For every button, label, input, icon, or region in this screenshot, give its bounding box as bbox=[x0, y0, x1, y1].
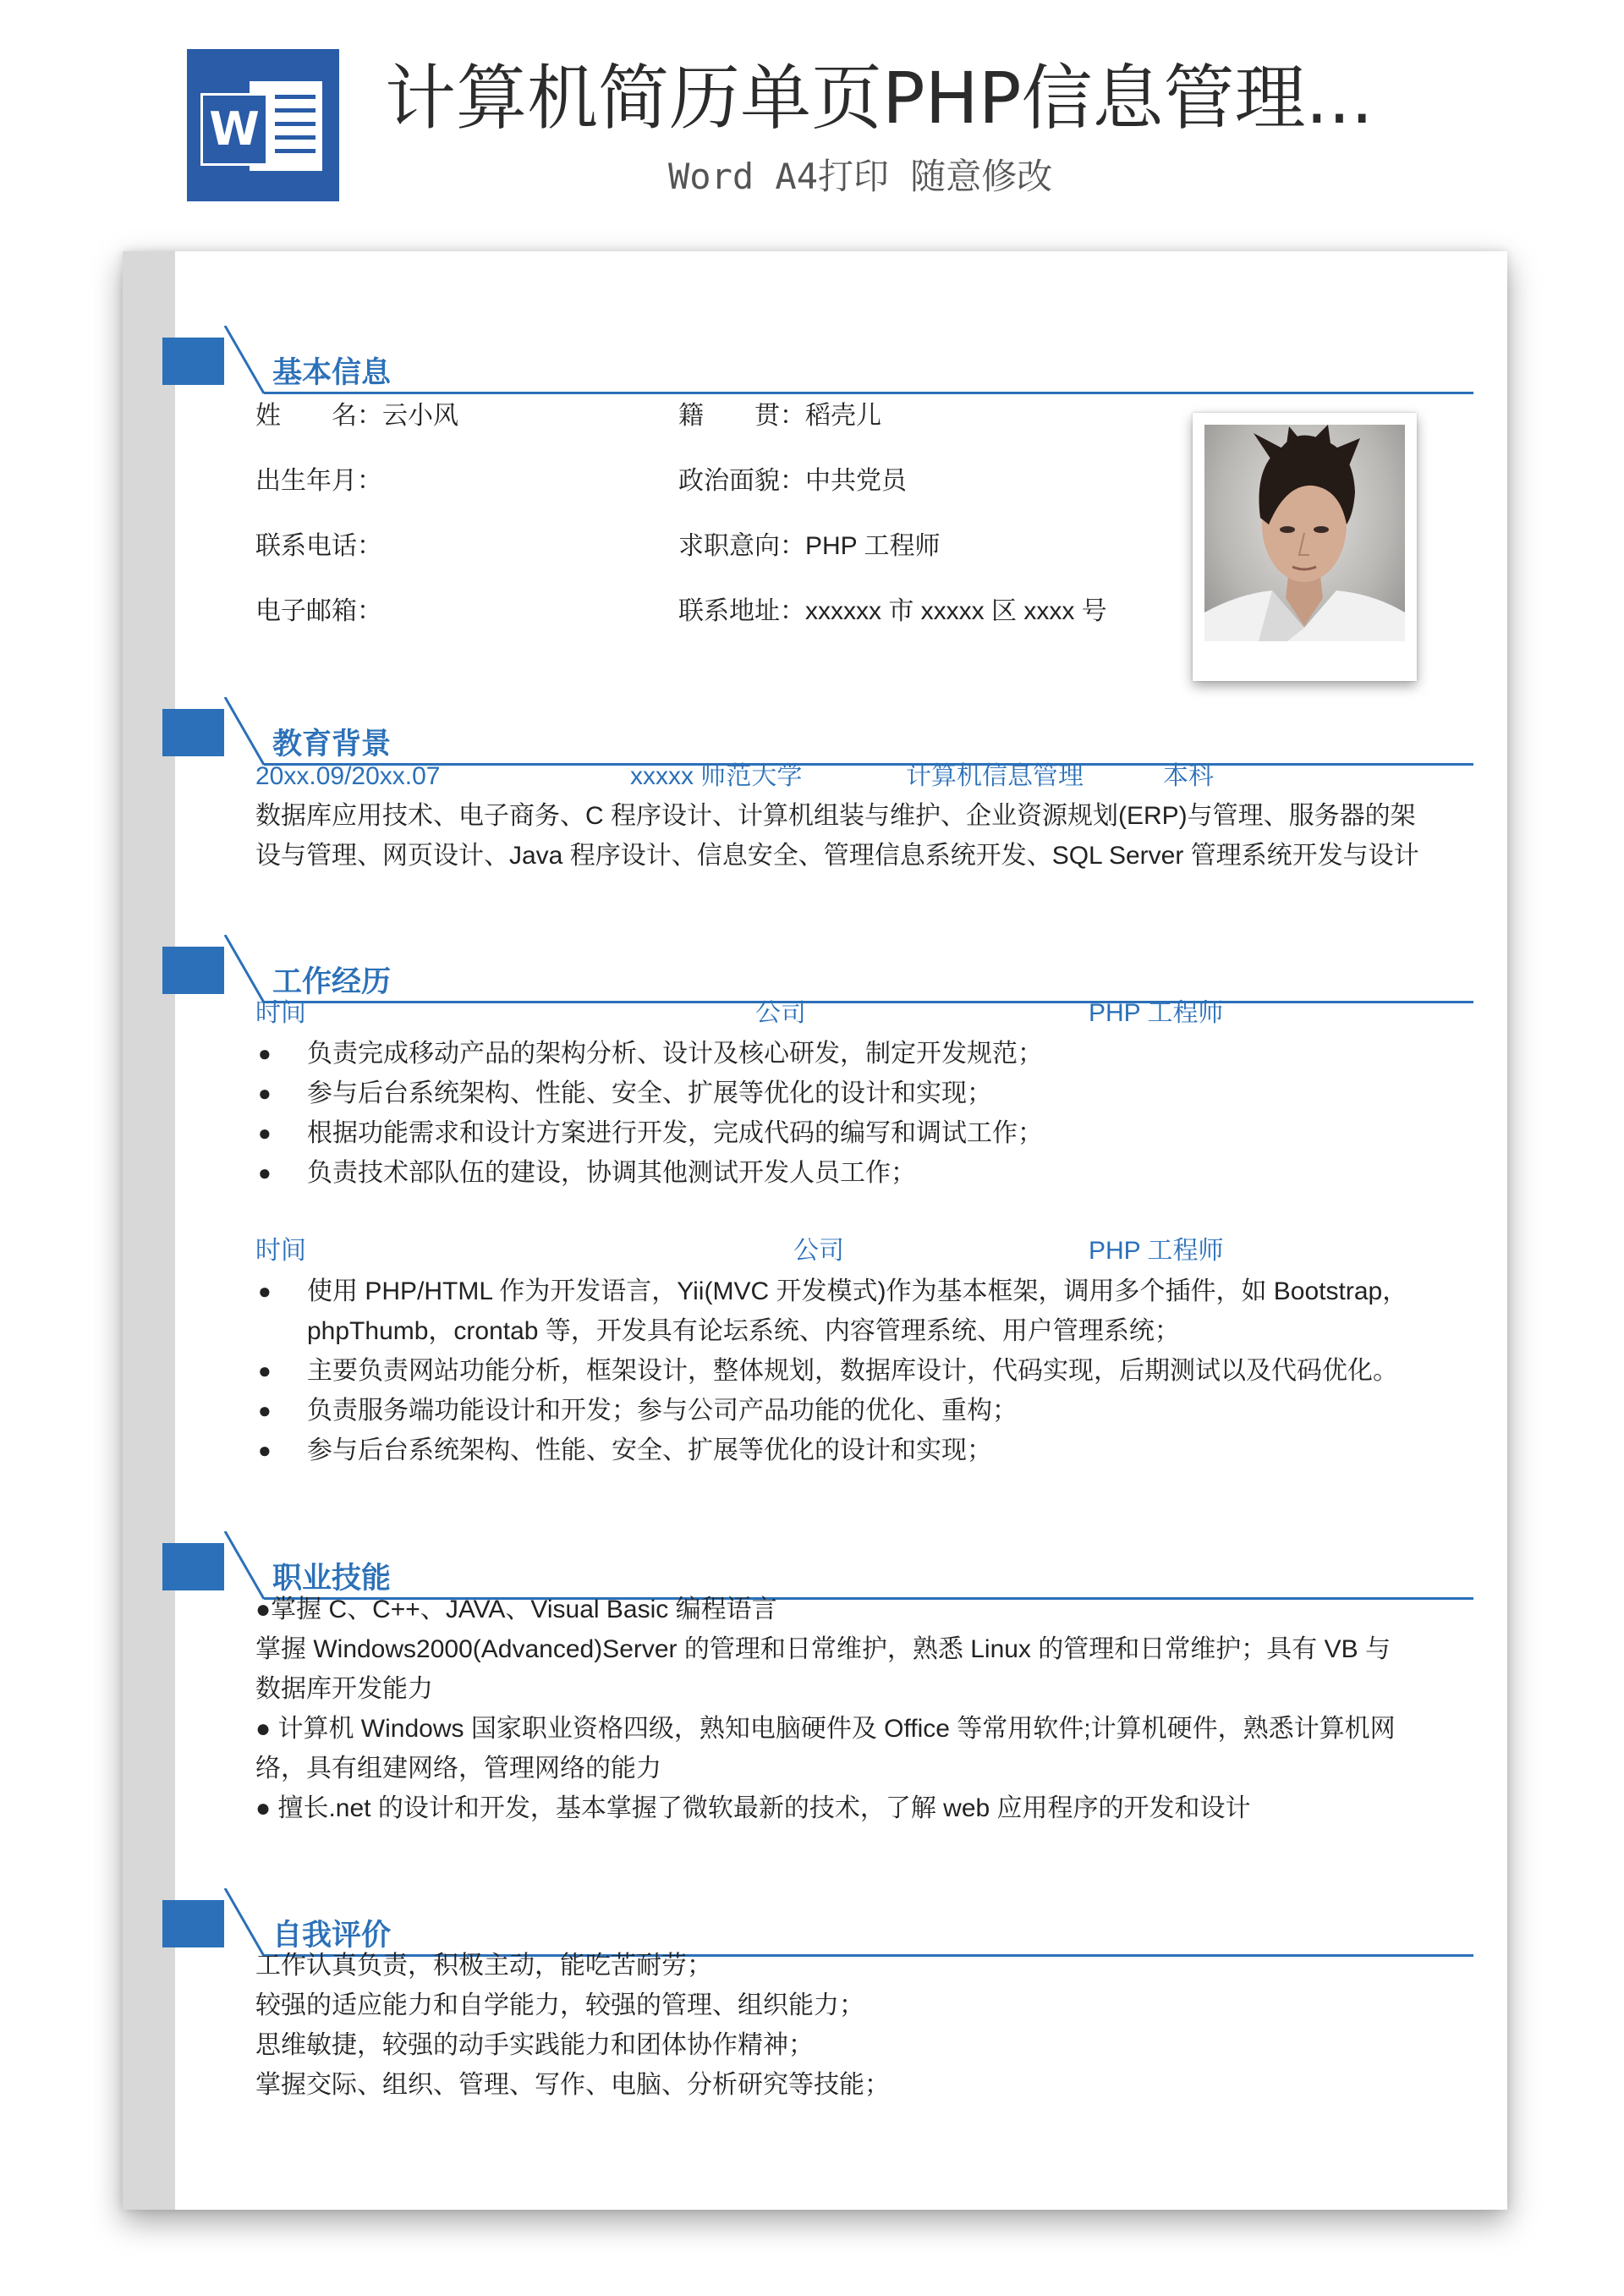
section-header-self bbox=[162, 1888, 1473, 1956]
skills-line: ●掌握 C、C++、JAVA、Visual Basic 编程语言 bbox=[255, 1596, 777, 1623]
skills-line: ● 擅长.net 的设计和开发，基本掌握了微软最新的技术，了解 web 应用程序的开发和设计 bbox=[255, 1794, 1251, 1822]
section-header-basic bbox=[162, 326, 1473, 393]
job-2-role: PHP 工程师 bbox=[1089, 1237, 1224, 1265]
job-1-role: PHP 工程师 bbox=[1089, 999, 1224, 1027]
job-2-time: 时间 bbox=[255, 1237, 306, 1265]
political-field: 政治面貌：中共党员 bbox=[678, 467, 907, 495]
name-field: 姓 名：云小风 bbox=[255, 402, 458, 430]
job-1-time: 时间 bbox=[255, 999, 306, 1027]
self-eval-line: 掌握交际、组织、管理、写作、电脑、分析研究等技能； bbox=[255, 2071, 890, 2099]
section-title-basic: 基本信息 bbox=[272, 356, 392, 389]
education-school: xxxxx 师范大学 bbox=[630, 762, 803, 790]
job-2-company: 公司 bbox=[793, 1237, 844, 1265]
self-eval-line: 较强的适应能力和自学能力，较强的管理、组织能力； bbox=[255, 1991, 864, 2019]
education-courses-line-1: 数据库应用技术、电子商务、C 程序设计、计算机组装与维护、企业资源规划(ERP)与管理、服务器的架 bbox=[255, 802, 1416, 830]
section-header-work bbox=[162, 935, 1473, 1002]
section-header-skills bbox=[162, 1531, 1473, 1599]
profile-photo bbox=[1204, 425, 1405, 641]
section-title-education: 教育背景 bbox=[272, 728, 392, 761]
page-subtitle: Word A4打印 随意修改 bbox=[668, 156, 1053, 197]
self-eval-line: 思维敏捷，较强的动手实践能力和团体协作精神； bbox=[255, 2031, 814, 2059]
section-title-skills: 职业技能 bbox=[272, 1562, 392, 1595]
page-title: 计算机简历单页PHP信息管理... bbox=[385, 57, 1374, 140]
education-date: 20xx.09/20xx.07 bbox=[255, 762, 441, 790]
section-title-self: 自我评价 bbox=[272, 1919, 392, 1952]
photo-frame bbox=[1193, 413, 1417, 681]
word-logo-icon bbox=[187, 49, 339, 201]
phone-field: 联系电话： bbox=[255, 532, 382, 560]
resume-content: 基本信息 姓 名：云小风 籍 贯：稻壳儿 出生年月： 政治面貌：中共党员 联系电话： 求职意向：PHP 工程师 电子邮箱： 联系地址：xxxxxx 市 xxxxx 区 xxxx 号 教育背景 20xx.09/20xx.07 xxxxx 师范大学 计算机信息管理 本科 数据库应用技术、电子商务、C 程序设计、计算机组装与维护、企业资源规划(ERP)与管理、服务器的架 设与管理、网页设计、Java 程序设计、信息安全、管理信息系统开发、SQL Server 管理系统开发与设计 工作经历 时间 公司 PHP 工程师 ● 负责完成移动产品的架构分析、设计及核心研发，制定开发规范； ● 参与后台系统架构、性能、安全、扩展等优化的设计和实现； ● 根据功能需求和设计方案进行开发，完成代码的编写和调试工作； ● 负责技术部队伍的建设，协调其他测试开发人员工作； 时间 公司 PHP 工程师 ● 使用 PHP/HTML 作为开发语言，Yii(MVC 开发模式)作为基本框架，调用多个插件，如 Bootstrap，phpThumb，crontab 等，开发具有论坛系统、内容管理系统、用户管理系统； ● 主要负责网站功能分析，框架设计，整体规划，数据库设计，代码实现，后期测试以及代码优化。 ● 负责服务端功能设计和开发；参与公司产品功能的优化、重构； ● 参与后台系统架构、性能、安全、扩展等优化的设计和实现； 职业技能 ●掌握 C、C++、JAVA、Visual Basic 编程语言 掌握 Windows2000(Advanced)Server 的管理和日常维护，熟悉 Linux 的管理和日常维护；具有 VB 与 数据库开发能力 ● 计算机 Windows 国家职业资格四级，熟知电脑硬件及 Office 等常用软件;计算机硬件，熟悉计算机网 络，具有组建网络，管理网络的能力 ● 擅长.net 的设计和开发，基本掌握了微软最新的技术，了解 web 应用程序的开发和设计 自我评价 工作认真负责，积极主动，能吃苦耐劳； 较强的适应能力和自学能力，较强的管理、组织能力； 思维敏捷，较强的动手实践能力和团体协作精神； 掌握交际、组织、管理、写作、电脑、分析研究等技能； bbox=[123, 251, 1507, 2210]
skills-line: 掌握 Windows2000(Advanced)Server 的管理和日常维护，熟悉 Linux 的管理和日常维护；具有 VB 与 bbox=[255, 1635, 1391, 1663]
intent-field: 求职意向：PHP 工程师 bbox=[678, 532, 941, 560]
job-2-item: ● 使用 PHP/HTML 作为开发语言，Yii(MVC 开发模式)作为基本框架，调用多个插件，如 Bootstrap，phpThumb，crontab 等，开发具有论坛系统、内容管理系统、用户管理系统； bbox=[258, 1277, 1408, 1345]
address-field: 联系地址：xxxxxx 市 xxxxx 区 xxxx 号 bbox=[678, 597, 1107, 625]
education-degree: 本科 bbox=[1163, 762, 1214, 790]
education-major: 计算机信息管理 bbox=[906, 762, 1084, 790]
job-1-company: 公司 bbox=[755, 999, 806, 1027]
skills-line: 数据库开发能力 bbox=[255, 1675, 433, 1703]
section-header-education bbox=[162, 697, 1473, 765]
email-field: 电子邮箱： bbox=[255, 597, 382, 625]
resume-page bbox=[123, 251, 1507, 2210]
skills-line: ● 计算机 Windows 国家职业资格四级，熟知电脑硬件及 Office 等常用软件;计算机硬件，熟悉计算机网 bbox=[255, 1715, 1396, 1743]
word-letter: W bbox=[200, 93, 268, 166]
education-courses-line-2: 设与管理、网页设计、Java 程序设计、信息安全、管理信息系统开发、SQL Server 管理系统开发与设计 bbox=[255, 842, 1419, 870]
self-eval-line: 工作认真负责，积极主动，能吃苦耐劳； bbox=[255, 1952, 712, 1980]
section-title-work: 工作经历 bbox=[272, 965, 392, 998]
birth-field: 出生年月： bbox=[255, 467, 382, 495]
native-field: 籍 贯：稻壳儿 bbox=[678, 402, 881, 430]
skills-line: 络，具有组建网络，管理网络的能力 bbox=[255, 1755, 661, 1782]
